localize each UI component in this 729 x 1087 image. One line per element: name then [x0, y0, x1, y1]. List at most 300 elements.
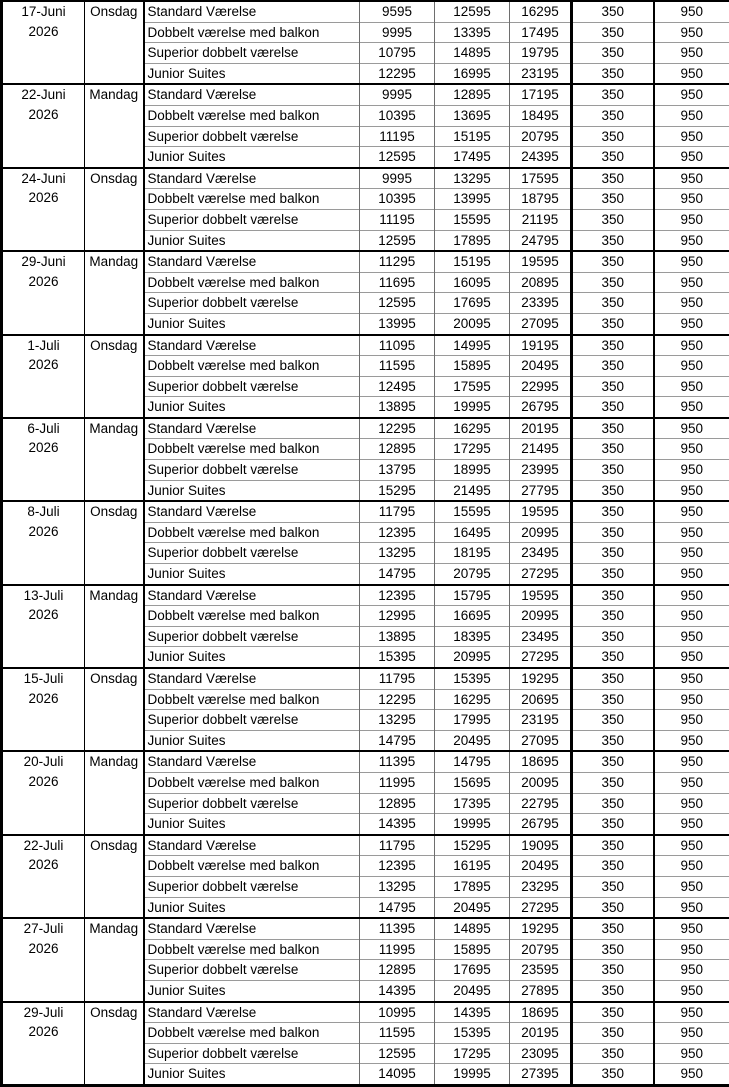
- supplement-cell-1: 350: [572, 209, 654, 230]
- supplement-cell-1: 350: [572, 960, 654, 981]
- room-type-cell: Superior dobbelt værelse: [144, 1043, 360, 1064]
- date-cell: [2, 751, 85, 834]
- supplement-cell-2: 950: [654, 606, 729, 627]
- price-cell-3: 27295: [510, 897, 572, 918]
- price-cell-3: 21195: [510, 209, 572, 230]
- weekday-cell: Mandag: [85, 751, 144, 834]
- supplement-cell-2: 950: [654, 710, 729, 731]
- price-cell-1: 11695: [360, 272, 435, 293]
- date-cell: [2, 1002, 85, 1086]
- room-type-cell: Standard Værelse: [144, 501, 360, 522]
- table-row: [2, 418, 729, 439]
- room-type-cell: Superior dobbelt værelse: [144, 960, 360, 981]
- supplement-cell-2: 950: [654, 647, 729, 668]
- price-cell-2: 16295: [435, 418, 510, 439]
- price-cell-3: 19195: [510, 335, 572, 356]
- price-cell-1: 10395: [360, 189, 435, 210]
- supplement-cell-1: 350: [572, 522, 654, 543]
- room-type-cell: Dobbelt værelse med balkon: [144, 856, 360, 877]
- supplement-cell-2: 950: [654, 1023, 729, 1044]
- price-cell-3: 18795: [510, 189, 572, 210]
- date-year: 2026: [3, 605, 84, 625]
- price-cell-1: 12995: [360, 606, 435, 627]
- date-day-month: 17-Juni: [3, 2, 84, 22]
- price-cell-3: 27895: [510, 980, 572, 1001]
- supplement-cell-1: 350: [572, 501, 654, 522]
- date-year: 2026: [3, 188, 84, 208]
- price-cell-3: 18695: [510, 1002, 572, 1023]
- price-cell-3: 27295: [510, 647, 572, 668]
- supplement-cell-2: 950: [654, 543, 729, 564]
- supplement-cell-2: 950: [654, 1, 729, 22]
- table-row: [2, 501, 729, 522]
- supplement-cell-1: 350: [572, 356, 654, 377]
- supplement-cell-2: 950: [654, 1002, 729, 1023]
- supplement-cell-2: 950: [654, 460, 729, 481]
- room-type-cell: Dobbelt værelse med balkon: [144, 356, 360, 377]
- room-type-cell: Dobbelt værelse med balkon: [144, 606, 360, 627]
- date-cell: [2, 585, 85, 668]
- date-day-month: 1-Juli: [3, 336, 84, 356]
- date-group: [2, 1, 729, 84]
- price-cell-2: 20795: [435, 564, 510, 585]
- price-cell-3: 23495: [510, 543, 572, 564]
- date-group: [2, 501, 729, 584]
- price-cell-1: 14795: [360, 730, 435, 751]
- room-type-cell: Superior dobbelt værelse: [144, 209, 360, 230]
- price-cell-1: 12595: [360, 230, 435, 251]
- supplement-cell-2: 950: [654, 772, 729, 793]
- supplement-cell-1: 350: [572, 480, 654, 501]
- weekday-cell: Mandag: [85, 418, 144, 501]
- supplement-cell-2: 950: [654, 814, 729, 835]
- price-cell-3: 27095: [510, 313, 572, 334]
- price-cell-1: 9995: [360, 84, 435, 105]
- room-type-cell: Standard Værelse: [144, 668, 360, 689]
- price-cell-2: 18995: [435, 460, 510, 481]
- price-cell-1: 13995: [360, 313, 435, 334]
- price-cell-1: 14395: [360, 814, 435, 835]
- supplement-cell-2: 950: [654, 209, 729, 230]
- supplement-cell-1: 350: [572, 251, 654, 272]
- supplement-cell-1: 350: [572, 168, 654, 189]
- room-type-cell: Standard Værelse: [144, 835, 360, 856]
- supplement-cell-1: 350: [572, 43, 654, 64]
- date-group: [2, 1002, 729, 1086]
- room-type-cell: Dobbelt værelse med balkon: [144, 522, 360, 543]
- room-type-cell: Standard Værelse: [144, 335, 360, 356]
- supplement-cell-2: 950: [654, 939, 729, 960]
- price-cell-1: 9595: [360, 1, 435, 22]
- supplement-cell-1: 350: [572, 126, 654, 147]
- price-cell-2: 12895: [435, 84, 510, 105]
- price-cell-1: 14795: [360, 564, 435, 585]
- price-cell-3: 17195: [510, 84, 572, 105]
- room-type-cell: Superior dobbelt værelse: [144, 43, 360, 64]
- price-cell-3: 17595: [510, 168, 572, 189]
- table-row: [2, 668, 729, 689]
- date-group: [2, 585, 729, 668]
- date-day-month: 20-Juli: [3, 752, 84, 772]
- supplement-cell-1: 350: [572, 918, 654, 939]
- price-cell-3: 20695: [510, 689, 572, 710]
- date-year: 2026: [3, 772, 84, 792]
- price-cell-1: 12895: [360, 793, 435, 814]
- price-cell-3: 23195: [510, 710, 572, 731]
- supplement-cell-2: 950: [654, 126, 729, 147]
- supplement-cell-2: 950: [654, 793, 729, 814]
- price-cell-3: 20095: [510, 772, 572, 793]
- supplement-cell-2: 950: [654, 356, 729, 377]
- price-cell-3: 19795: [510, 43, 572, 64]
- price-cell-2: 20995: [435, 647, 510, 668]
- price-cell-2: 13695: [435, 105, 510, 126]
- price-cell-2: 15395: [435, 1023, 510, 1044]
- price-cell-1: 13295: [360, 710, 435, 731]
- supplement-cell-1: 350: [572, 1043, 654, 1064]
- price-cell-3: 24795: [510, 230, 572, 251]
- price-cell-3: 19095: [510, 835, 572, 856]
- supplement-cell-1: 350: [572, 230, 654, 251]
- table-row: [2, 1, 729, 22]
- supplement-cell-1: 350: [572, 272, 654, 293]
- price-cell-1: 12395: [360, 522, 435, 543]
- supplement-cell-1: 350: [572, 980, 654, 1001]
- room-type-cell: Dobbelt værelse med balkon: [144, 189, 360, 210]
- room-type-cell: Dobbelt værelse med balkon: [144, 939, 360, 960]
- price-cell-3: 16295: [510, 1, 572, 22]
- supplement-cell-1: 350: [572, 689, 654, 710]
- room-type-cell: Superior dobbelt værelse: [144, 293, 360, 314]
- room-type-cell: Junior Suites: [144, 397, 360, 418]
- price-cell-1: 12595: [360, 147, 435, 168]
- price-cell-3: 23195: [510, 63, 572, 84]
- date-cell: [2, 668, 85, 751]
- price-cell-3: 23095: [510, 1043, 572, 1064]
- price-cell-1: 11395: [360, 751, 435, 772]
- weekday-cell: Mandag: [85, 84, 144, 167]
- price-cell-1: 11195: [360, 126, 435, 147]
- price-cell-2: 15895: [435, 939, 510, 960]
- supplement-cell-2: 950: [654, 147, 729, 168]
- date-day-month: 22-Juli: [3, 836, 84, 856]
- price-cell-2: 17495: [435, 147, 510, 168]
- price-cell-3: 26795: [510, 397, 572, 418]
- supplement-cell-2: 950: [654, 626, 729, 647]
- price-cell-2: 16995: [435, 63, 510, 84]
- date-cell: [2, 251, 85, 334]
- price-cell-3: 23495: [510, 626, 572, 647]
- price-cell-2: 18195: [435, 543, 510, 564]
- price-cell-3: 20195: [510, 418, 572, 439]
- price-cell-1: 12395: [360, 856, 435, 877]
- supplement-cell-2: 950: [654, 397, 729, 418]
- supplement-cell-1: 350: [572, 585, 654, 606]
- date-cell: [2, 418, 85, 501]
- room-type-cell: Superior dobbelt værelse: [144, 710, 360, 731]
- supplement-cell-1: 350: [572, 335, 654, 356]
- price-cell-1: 9995: [360, 22, 435, 43]
- supplement-cell-1: 350: [572, 418, 654, 439]
- price-cell-2: 17395: [435, 793, 510, 814]
- room-type-cell: Dobbelt værelse med balkon: [144, 439, 360, 460]
- supplement-cell-2: 950: [654, 189, 729, 210]
- price-cell-1: 11595: [360, 356, 435, 377]
- date-year: 2026: [3, 689, 84, 709]
- supplement-cell-1: 350: [572, 856, 654, 877]
- supplement-cell-2: 950: [654, 43, 729, 64]
- price-cell-2: 20495: [435, 897, 510, 918]
- price-cell-2: 19995: [435, 814, 510, 835]
- price-cell-3: 27295: [510, 564, 572, 585]
- price-cell-3: 18495: [510, 105, 572, 126]
- price-cell-3: 20795: [510, 126, 572, 147]
- supplement-cell-2: 950: [654, 980, 729, 1001]
- price-cell-1: 15295: [360, 480, 435, 501]
- price-cell-1: 14095: [360, 1064, 435, 1086]
- price-cell-2: 16195: [435, 856, 510, 877]
- date-group: [2, 668, 729, 751]
- supplement-cell-2: 950: [654, 376, 729, 397]
- price-cell-3: 20495: [510, 356, 572, 377]
- price-cell-3: 26795: [510, 814, 572, 835]
- price-cell-2: 15595: [435, 209, 510, 230]
- supplement-cell-1: 350: [572, 1, 654, 22]
- price-cell-3: 19595: [510, 251, 572, 272]
- supplement-cell-1: 350: [572, 147, 654, 168]
- supplement-cell-2: 950: [654, 22, 729, 43]
- price-cell-2: 21495: [435, 480, 510, 501]
- supplement-cell-2: 950: [654, 960, 729, 981]
- supplement-cell-2: 950: [654, 168, 729, 189]
- date-group: [2, 751, 729, 834]
- price-cell-2: 17295: [435, 439, 510, 460]
- date-year: 2026: [3, 438, 84, 458]
- date-day-month: 22-Juni: [3, 85, 84, 105]
- price-cell-2: 15295: [435, 835, 510, 856]
- price-cell-2: 16295: [435, 689, 510, 710]
- supplement-cell-1: 350: [572, 84, 654, 105]
- supplement-cell-1: 350: [572, 460, 654, 481]
- weekday-cell: Mandag: [85, 251, 144, 334]
- price-cell-1: 13895: [360, 397, 435, 418]
- supplement-cell-1: 350: [572, 105, 654, 126]
- price-cell-3: 19595: [510, 585, 572, 606]
- supplement-cell-1: 350: [572, 626, 654, 647]
- supplement-cell-2: 950: [654, 897, 729, 918]
- date-cell: [2, 501, 85, 584]
- supplement-cell-2: 950: [654, 293, 729, 314]
- date-year: 2026: [3, 939, 84, 959]
- price-cell-3: 21495: [510, 439, 572, 460]
- supplement-cell-2: 950: [654, 480, 729, 501]
- price-cell-2: 15395: [435, 668, 510, 689]
- price-cell-2: 13295: [435, 168, 510, 189]
- price-cell-2: 14895: [435, 43, 510, 64]
- supplement-cell-1: 350: [572, 293, 654, 314]
- room-type-cell: Standard Værelse: [144, 84, 360, 105]
- room-type-cell: Standard Værelse: [144, 168, 360, 189]
- price-cell-2: 20495: [435, 980, 510, 1001]
- room-type-cell: Junior Suites: [144, 230, 360, 251]
- price-cell-2: 20095: [435, 313, 510, 334]
- price-cell-3: 19295: [510, 668, 572, 689]
- table-row: [2, 918, 729, 939]
- price-cell-2: 12595: [435, 1, 510, 22]
- price-cell-1: 12595: [360, 1043, 435, 1064]
- room-type-cell: Superior dobbelt værelse: [144, 543, 360, 564]
- price-cell-2: 17295: [435, 1043, 510, 1064]
- price-cell-1: 11395: [360, 918, 435, 939]
- price-cell-2: 15795: [435, 585, 510, 606]
- supplement-cell-2: 950: [654, 439, 729, 460]
- supplement-cell-2: 950: [654, 856, 729, 877]
- weekday-cell: Onsdag: [85, 501, 144, 584]
- price-cell-3: 20795: [510, 939, 572, 960]
- date-day-month: 27-Juli: [3, 919, 84, 939]
- supplement-cell-1: 350: [572, 1064, 654, 1086]
- price-cell-1: 14795: [360, 897, 435, 918]
- room-type-cell: Superior dobbelt værelse: [144, 376, 360, 397]
- supplement-cell-1: 350: [572, 439, 654, 460]
- room-type-cell: Standard Værelse: [144, 751, 360, 772]
- date-year: 2026: [3, 1022, 84, 1042]
- supplement-cell-2: 950: [654, 418, 729, 439]
- supplement-cell-1: 350: [572, 1002, 654, 1023]
- price-cell-3: 24395: [510, 147, 572, 168]
- price-cell-1: 9995: [360, 168, 435, 189]
- price-cell-3: 23395: [510, 293, 572, 314]
- price-cell-1: 12895: [360, 960, 435, 981]
- supplement-cell-2: 950: [654, 272, 729, 293]
- date-group: [2, 251, 729, 334]
- supplement-cell-1: 350: [572, 814, 654, 835]
- price-cell-1: 12295: [360, 689, 435, 710]
- date-group: [2, 335, 729, 418]
- price-cell-1: 11095: [360, 335, 435, 356]
- date-day-month: 24-Juni: [3, 169, 84, 189]
- price-cell-1: 13295: [360, 876, 435, 897]
- date-year: 2026: [3, 855, 84, 875]
- supplement-cell-2: 950: [654, 501, 729, 522]
- room-type-cell: Superior dobbelt værelse: [144, 793, 360, 814]
- date-cell: [2, 335, 85, 418]
- price-cell-1: 13295: [360, 543, 435, 564]
- price-cell-2: 15595: [435, 501, 510, 522]
- price-cell-2: 14995: [435, 335, 510, 356]
- price-cell-2: 18395: [435, 626, 510, 647]
- price-cell-1: 15395: [360, 647, 435, 668]
- date-year: 2026: [3, 105, 84, 125]
- supplement-cell-2: 950: [654, 876, 729, 897]
- room-type-cell: Junior Suites: [144, 480, 360, 501]
- price-cell-1: 11195: [360, 209, 435, 230]
- weekday-cell: Onsdag: [85, 335, 144, 418]
- price-cell-3: 20895: [510, 272, 572, 293]
- supplement-cell-2: 950: [654, 564, 729, 585]
- room-type-cell: Standard Værelse: [144, 1, 360, 22]
- date-day-month: 6-Juli: [3, 419, 84, 439]
- supplement-cell-1: 350: [572, 313, 654, 334]
- price-cell-1: 10395: [360, 105, 435, 126]
- room-type-cell: Standard Værelse: [144, 918, 360, 939]
- price-cell-3: 22995: [510, 376, 572, 397]
- supplement-cell-1: 350: [572, 835, 654, 856]
- supplement-cell-1: 350: [572, 376, 654, 397]
- room-type-cell: Junior Suites: [144, 1064, 360, 1086]
- price-cell-1: 12395: [360, 585, 435, 606]
- price-cell-3: 20995: [510, 522, 572, 543]
- room-type-cell: Standard Værelse: [144, 1002, 360, 1023]
- date-cell: [2, 1, 85, 84]
- price-cell-1: 11795: [360, 835, 435, 856]
- room-type-cell: Junior Suites: [144, 313, 360, 334]
- price-cell-2: 16495: [435, 522, 510, 543]
- date-day-month: 29-Juli: [3, 1003, 84, 1023]
- price-cell-3: 20995: [510, 606, 572, 627]
- supplement-cell-2: 950: [654, 335, 729, 356]
- supplement-cell-2: 950: [654, 689, 729, 710]
- price-cell-3: 27095: [510, 730, 572, 751]
- price-cell-2: 17995: [435, 710, 510, 731]
- supplement-cell-2: 950: [654, 84, 729, 105]
- table-row: [2, 251, 729, 272]
- supplement-cell-1: 350: [572, 647, 654, 668]
- supplement-cell-2: 950: [654, 313, 729, 334]
- weekday-cell: Onsdag: [85, 668, 144, 751]
- price-cell-1: 10795: [360, 43, 435, 64]
- date-group: [2, 168, 729, 251]
- price-cell-2: 15895: [435, 356, 510, 377]
- date-day-month: 29-Juni: [3, 252, 84, 272]
- price-cell-1: 11995: [360, 939, 435, 960]
- price-cell-2: 17895: [435, 876, 510, 897]
- price-cell-2: 17695: [435, 960, 510, 981]
- room-type-cell: Standard Værelse: [144, 418, 360, 439]
- price-cell-1: 11295: [360, 251, 435, 272]
- supplement-cell-2: 950: [654, 251, 729, 272]
- table-row: [2, 751, 729, 772]
- room-type-cell: Superior dobbelt værelse: [144, 626, 360, 647]
- price-cell-1: 11795: [360, 668, 435, 689]
- room-type-cell: Junior Suites: [144, 147, 360, 168]
- price-cell-2: 16695: [435, 606, 510, 627]
- price-cell-3: 23295: [510, 876, 572, 897]
- supplement-cell-2: 950: [654, 1064, 729, 1086]
- supplement-cell-1: 350: [572, 22, 654, 43]
- price-cell-1: 13795: [360, 460, 435, 481]
- price-cell-3: 19595: [510, 501, 572, 522]
- weekday-cell: Mandag: [85, 918, 144, 1001]
- price-cell-3: 20495: [510, 856, 572, 877]
- date-group: [2, 418, 729, 501]
- price-cell-1: 13895: [360, 626, 435, 647]
- date-group: [2, 918, 729, 1001]
- room-type-cell: Junior Suites: [144, 564, 360, 585]
- supplement-cell-1: 350: [572, 772, 654, 793]
- table-row: [2, 84, 729, 105]
- room-type-cell: Dobbelt værelse med balkon: [144, 105, 360, 126]
- date-year: 2026: [3, 272, 84, 292]
- room-type-cell: Junior Suites: [144, 647, 360, 668]
- room-type-cell: Dobbelt værelse med balkon: [144, 22, 360, 43]
- supplement-cell-2: 950: [654, 730, 729, 751]
- date-group: [2, 84, 729, 167]
- price-cell-2: 14795: [435, 751, 510, 772]
- date-cell: [2, 168, 85, 251]
- date-day-month: 13-Juli: [3, 586, 84, 606]
- room-type-cell: Junior Suites: [144, 980, 360, 1001]
